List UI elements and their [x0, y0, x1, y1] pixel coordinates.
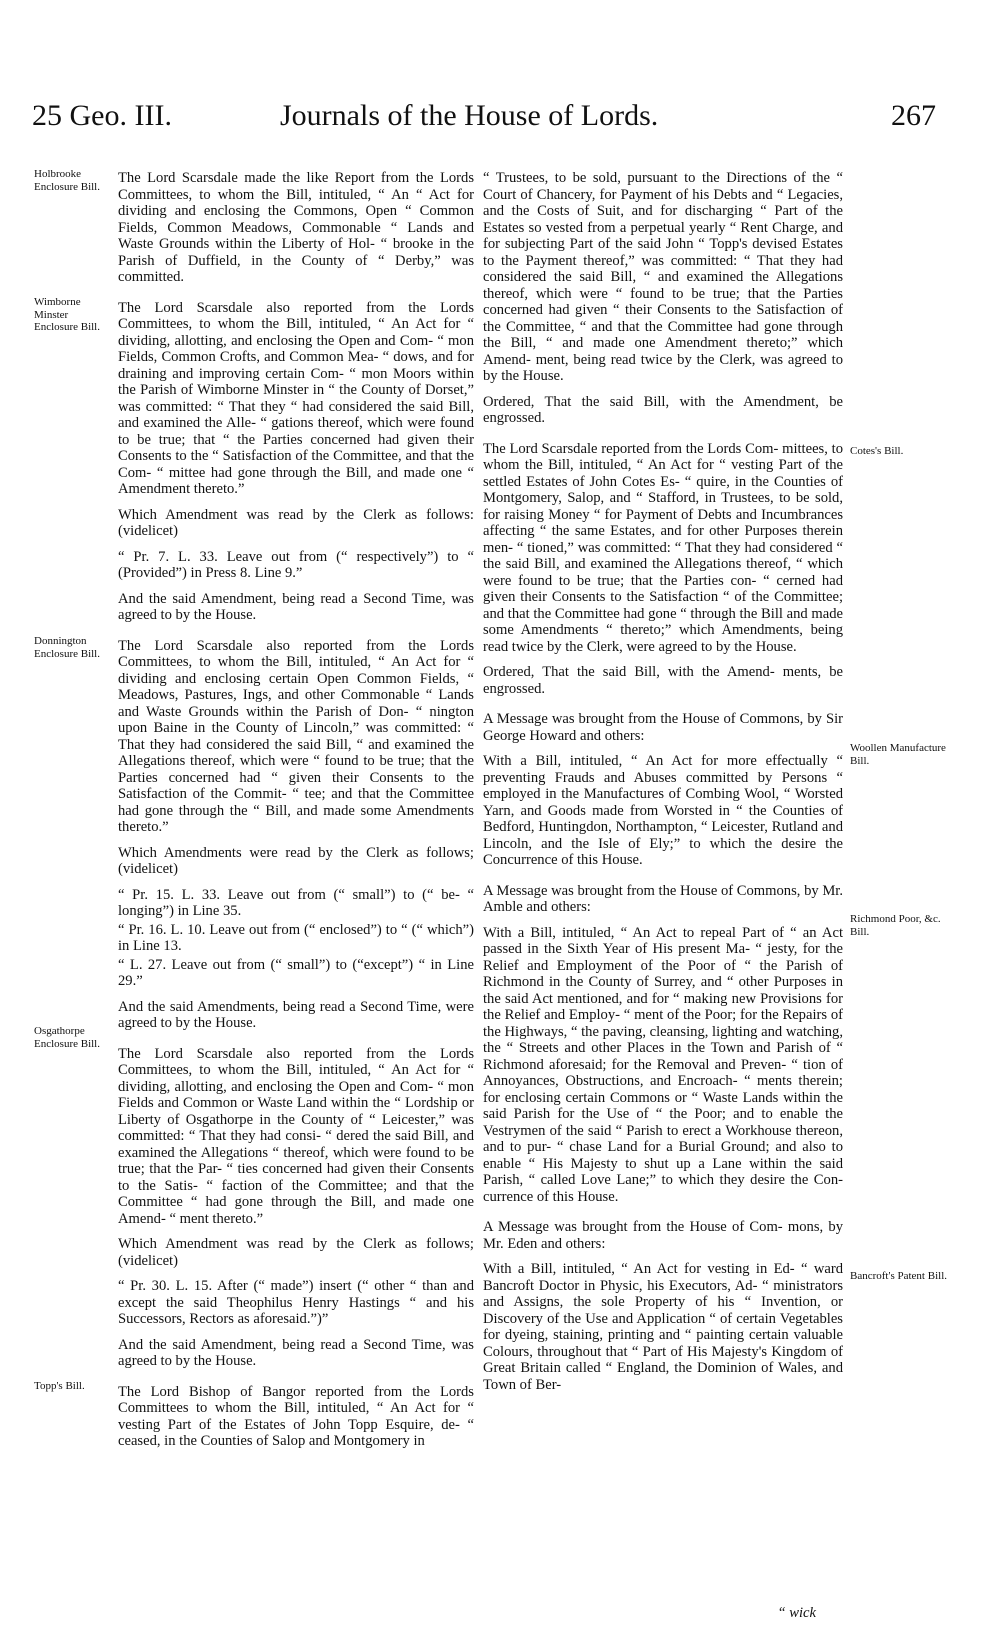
- paragraph: Ordered, That the said Bill, with the Amendment, be engrossed.: [483, 393, 843, 426]
- paragraph: The Lord Bishop of Bangor reported from the Lords Committees to whom the Bill, intituled, “ An Act for “ vesting Part of the Estates of John Topp Esquire, de- “ ceased, in the Counties of Salop and Montgomery in: [118, 1383, 474, 1449]
- paragraph: And the said Amendment, being read a Second Time, was agreed to by the House.: [118, 590, 474, 623]
- paragraph: With a Bill, intituled, “ An Act to repeal Part of “ an Act passed in the Sixth Year of His present Ma- “ jesty, for the Relief and Employment of the Poor of “ the Parish of Richmond in the County of Surrey, and “ other Purposes in the said Act mentioned, and for “ making new Provisions for the Relief and Employ- “ ment of the Poor; for the Repairs of the Highways, “ the paving, cleansing, lighting and watching, the “ Streets and other Places in the Town and Parish of “ Richmond aforesaid; for the Removal and Preven- “ tion of Annoyances, Obstructions, and Encroach- “ ments therein; for enclosing certain Commons or “ Waste Lands within the said Parish for the Use of “ the Poor; and to enable the Vestrymen of the said “ Parish to erect a Workhouse thereon, and to pur- “ chase Land for a Burial Ground; and also to enable “ His Majesty to shut up a Lane within the said Parish, “ called Love Lane;” to which they desire the Con- currence of this House.: [483, 924, 843, 1205]
- paragraph: The Lord Scarsdale also reported from the Lords Committees, to whom the Bill, intituled, “ An Act for “ dividing, allotting, and enclosing the Open and Com- “ mon Fields, Common Crofts, and Common Mea- “ dows, and for draining and improving certain Com- “ mon Moors within the Parish of Wimborne Minster in “ the County of Dorset,” was committed: “ That they “ had considered the said Bill, and examined the Alle- “ gations thereof, which were found to be true; that “ the Parties concerned had given their Consents to the “ Satisfaction of the Committee, and that the Com- “ mittee had gone through the Bill, and made one “ Amendment thereto.”: [118, 299, 474, 497]
- margin-note: Topp's Bill.: [34, 1380, 85, 1392]
- paragraph: Ordered, That the said Bill, with the Amend- ments, be engrossed.: [483, 664, 843, 697]
- journal-title: Journals of the House of Lords.: [280, 99, 659, 132]
- margin-note: Osgathorpe Enclosure Bill.: [34, 1025, 100, 1050]
- paragraph: And the said Amendment, being read a Second Time, was agreed to by the House.: [118, 1336, 474, 1369]
- paragraph: Which Amendment was read by the Clerk as follows; (videlicet): [118, 1236, 474, 1269]
- paragraph: And the said Amendments, being read a Second Time, were agreed to by the House.: [118, 998, 474, 1031]
- paragraph: Which Amendment was read by the Clerk as follows: (videlicet): [118, 506, 474, 539]
- paragraph: With a Bill, intituled, “ An Act for more effectually “ preventing Frauds and Abuses committed by Persons “ employed in the Manufactures of Combing Wool, “ Worsted Yarn, and Goods made from Worsted in “ the Counties of Bedford, Huntingdon, Northampton, “ Leicester, Rutland and Lincoln, and the Isle of Ely;” to which the desire the Concurrence of this House.: [483, 753, 843, 868]
- page-number: 267: [891, 99, 936, 132]
- margin-note: Wimborne Minster Enclosure Bill.: [34, 296, 100, 333]
- paragraph: The Lord Scarsdale also reported from the Lords Committees, to whom the Bill, intituled, “ An Act for “ dividing and enclosing certain Open Common Fields, “ Meadows, Pastures, Ings, and other Commonable “ Lands and Waste Grounds within the Parish of Don- “ nington upon Baine in the County of Lincoln,” was committed: “ That they had considered the said Bill, “ and examined the Allegations thereof, which were “ found to be true; that the Parties concerned had “ given their Consents to the Satisfaction of the Commit- “ tee; and that the Committee had gone through the “ Bill, and made some Amendments thereto.”: [118, 637, 474, 835]
- right-column: [483, 170, 843, 1402]
- paragraph: Which Amendments were read by the Clerk as follows; (videlicet): [118, 844, 474, 877]
- regnal-year: 25 Geo. III.: [32, 99, 172, 132]
- paragraph: “ Pr. 15. L. 33. Leave out from (“ small”) to (“ be- “ longing”) in Line 35.: [118, 886, 474, 919]
- paragraph: The Lord Scarsdale also reported from the Lords Committees, to whom the Bill, intituled, “ An Act for “ dividing, allotting, and enclosing the Open and Com- “ mon Fields and Common or Waste Land within the “ Lordship or Liberty of Osgathorpe in the County of “ Leicester,” was committed: “ That they had consi- “ dered the said Bill, and examined the Allegations “ thereof, which were found to be true; that the Par- “ ties concerned had given their Consents to the Satis- “ faction of the Committee; and that the Committee “ had gone through the Bill, and made one Amend- “ ment thereto.”: [118, 1045, 474, 1227]
- paragraph: A Message was brought from the House of Com- mons, by Mr. Eden and others:: [483, 1219, 843, 1252]
- paragraph: “ Pr. 30. L. 15. After (“ made”) insert (“ other “ than and except the said Theophilus Henry Hastings “ and his Successors, Rectors as aforesaid.”)”: [118, 1278, 474, 1327]
- paragraph: The Lord Scarsdale reported from the Lords Com- mittees, to whom the Bill, intituled, “ An Act for “ vesting Part of the settled Estates of John Cotes Es- “ quire, in the Counties of Montgomery, Salop, and “ Stafford, in Trustees, to be sold, for raising Money “ for Payment of Debts and Incumbrances affecting “ the same Estates, and for other Purposes therein men- “ tioned,” was committed: “ That they had considered “ the said Bill, and examined the Allegations thereof, “ which were found to be true; that the Parties con- “ cerned had given their Consents to the Satisfaction “ of the Committee; and that the Committee had gone “ through the Bill and made some Amendments “ thereto;” which Amendments, being read twice by the Clerk, were agreed to by the House.: [483, 440, 843, 655]
- margin-note: Richmond Poor, &c. Bill.: [850, 913, 941, 938]
- paragraph: A Message was brought from the House of Commons, by Sir George Howard and others:: [483, 711, 843, 744]
- margin-note: Cotes's Bill.: [850, 445, 904, 457]
- catchword: “ wick: [777, 1605, 816, 1621]
- margin-note: Holbrooke Enclosure Bill.: [34, 168, 100, 193]
- margin-note: Donnington Enclosure Bill.: [34, 635, 100, 660]
- left-column: [118, 170, 474, 1459]
- page-header: [0, 98, 992, 138]
- paragraph: With a Bill, intituled, “ An Act for vesting in Ed- “ ward Bancroft Doctor in Physic, his Executors, Ad- “ ministrators and Assigns, the sole Property of his “ Invention, or Discovery of the Use and Application “ of certain Vegetables for dyeing, staining, printing and “ painting certain valuable Colours, throughout that “ Part of His Majesty's Kingdom of Great Britain called “ England, the Dominion of Wales, and Town of Ber-: [483, 1261, 843, 1393]
- paragraph: “ Trustees, to be sold, pursuant to the Directions of the “ Court of Chancery, for Payment of his Debts and “ Legacies, and the Costs of Suit, and for discharging “ Part of the Estates so vested from a perpetual yearly “ Rent Charge, and for subjecting Part of the said John “ Topp's devised Estates to the Payment thereof,” was committed: “ That they had considered the said Bill, “ and examined the Allegations thereof, which were “ found to be true; that the Parties concerned had given “ their Consents to the Satisfaction of the Committee, “ and that the Committee had gone through the Bill, “ and made one Amendment thereto;” which Amend- ment, being read twice by the Clerk, was agreed to by the House.: [483, 170, 843, 384]
- paragraph: The Lord Scarsdale made the like Report from the Lords Committees, to whom the Bill, intituled, “ An “ Act for dividing and enclosing the Commons, Open “ Common Fields, Common Meadows, Commonable “ Lands and Waste Grounds within the Liberty of Hol- “ brooke in the Parish of Duffield, in the County of “ Derby,” was committed.: [118, 170, 474, 285]
- margin-note: Bancroft's Patent Bill.: [850, 1270, 947, 1282]
- paragraph: “ L. 27. Leave out from (“ small”) to (“except”) “ in Line 29.”: [118, 956, 474, 989]
- paragraph: A Message was brought from the House of Commons, by Mr. Amble and others:: [483, 882, 843, 915]
- paragraph: “ Pr. 7. L. 33. Leave out from (“ respectively”) to “ (Provided”) in Press 8. Line 9.”: [118, 548, 474, 581]
- paragraph: “ Pr. 16. L. 10. Leave out from (“ enclosed”) to “ (“ which”) in Line 13.: [118, 921, 474, 954]
- margin-note: Woollen Manufacture Bill.: [850, 742, 946, 767]
